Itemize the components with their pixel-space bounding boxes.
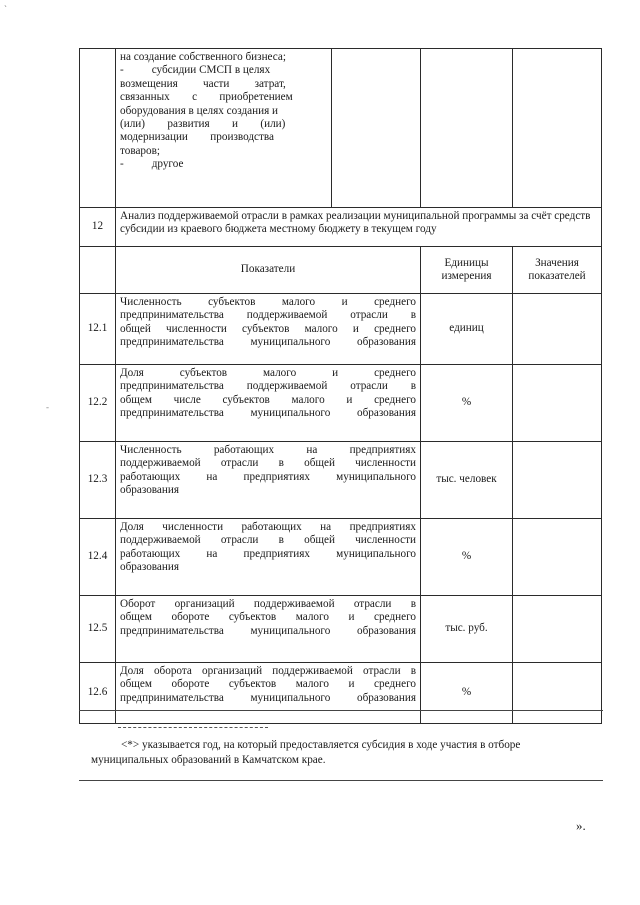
row-indicator xyxy=(116,294,421,365)
row-value xyxy=(513,596,602,663)
row-number: 12.2 xyxy=(80,365,116,442)
row-number: 12.5 xyxy=(80,596,116,663)
indicator-line: предпринимательства муниципального образования xyxy=(120,407,416,420)
indicator-line: Доля оборота организаций поддерживаемой отрасли в xyxy=(120,665,416,677)
header-number-cell xyxy=(80,247,116,294)
row-value xyxy=(513,519,602,596)
row-number: 12.3 xyxy=(80,442,116,519)
continuation-text-cell xyxy=(116,49,421,208)
continuation-number-cell xyxy=(80,49,116,208)
footnote-line-2: муниципальных образований в Камчатском крае. xyxy=(91,754,326,766)
row-indicator xyxy=(116,519,421,596)
continuation-text xyxy=(116,49,332,207)
row-value xyxy=(513,365,602,442)
indicator-line: предпринимательства муниципального образования xyxy=(120,691,416,704)
row-number: 12.1 xyxy=(80,294,116,365)
table-row xyxy=(80,519,602,596)
section-12-title: Анализ поддерживаемой отрасли в рамках реализации муниципальной программы за счёт средств субсидии из краевого бюджета местному бюджету в текущем году xyxy=(116,208,602,247)
closing-quote: ». xyxy=(576,818,586,833)
continuation-line: товаров; xyxy=(120,144,161,157)
continuation-line: - субсидии СМСП в целях xyxy=(120,64,271,77)
row-number: 12.6 xyxy=(80,663,116,724)
header-row xyxy=(80,247,602,294)
section-12-number: 12 xyxy=(80,208,116,247)
indicator-line: Доля субъектов малого и среднего xyxy=(120,367,416,379)
indicator-line: образования xyxy=(120,484,180,497)
table-row xyxy=(80,294,602,365)
footnote xyxy=(91,738,603,768)
table-bottom-divider xyxy=(79,710,603,711)
row-unit: тыс. человек xyxy=(421,442,513,519)
continuation-line: возмещения части затрат, xyxy=(120,77,286,90)
row-indicator xyxy=(116,442,421,519)
indicator-line: образования xyxy=(120,561,180,574)
row-unit: % xyxy=(421,365,513,442)
indicator-line: предпринимательства муниципального образования xyxy=(120,336,416,349)
footnote-divider xyxy=(79,780,603,781)
header-values: Значения показателей xyxy=(513,247,602,294)
indicator-line: Численность субъектов малого и среднего xyxy=(120,296,416,308)
row-value xyxy=(513,442,602,519)
indicator-line: общем обороте субъектов малого и среднего xyxy=(120,678,416,691)
table-row xyxy=(80,596,602,663)
header-units: Единицы измерения xyxy=(421,247,513,294)
continuation-line: связанных с приобретением xyxy=(120,91,293,104)
continuation-unit-cell xyxy=(421,49,513,208)
indicator-line: общем числе субъектов малого и среднего xyxy=(120,393,416,406)
footnote-separator xyxy=(118,727,268,728)
continuation-row xyxy=(80,49,602,208)
continuation-line: модернизации производства xyxy=(120,131,275,144)
indicator-line: предпринимательства поддерживаемой отрасли в xyxy=(120,309,416,322)
row-unit: тыс. руб. xyxy=(421,596,513,663)
continuation-line: (или) развития и (или) xyxy=(120,118,286,131)
indicator-line: общей численности субъектов малого и среднего xyxy=(120,322,416,335)
indicator-line: Оборот организаций поддерживаемой отрасли в xyxy=(120,598,416,610)
row-value xyxy=(513,294,602,365)
continuation-line: оборудования в целях создания и xyxy=(120,104,279,117)
indicator-line: Доля численности работающих на предприятиях xyxy=(120,521,416,533)
continuation-value-cell xyxy=(513,49,602,208)
row-unit: % xyxy=(421,663,513,724)
continuation-line: - другое xyxy=(120,158,184,171)
row-number: 12.4 xyxy=(80,519,116,596)
table-row xyxy=(80,442,602,519)
row-indicator xyxy=(116,663,421,724)
indicator-line: работающих на предприятиях муниципального xyxy=(120,470,416,483)
indicator-line: поддерживаемой отрасли в общей численности xyxy=(120,534,416,547)
indicators-table xyxy=(79,48,602,724)
indicator-line: общем обороте субъектов малого и среднего xyxy=(120,611,416,624)
row-value xyxy=(513,663,602,724)
footnote-line-1: <*> указывается год, на который предоставляется субсидия в ходе участия в отборе xyxy=(121,739,521,751)
row-indicator xyxy=(116,596,421,663)
table-row xyxy=(80,365,602,442)
indicator-line: работающих на предприятиях муниципального xyxy=(120,547,416,560)
indicator-line: поддерживаемой отрасли в общей численности xyxy=(120,457,416,470)
indicator-line: Численность работающих на предприятиях xyxy=(120,444,416,456)
section-12-row xyxy=(80,208,602,247)
indicator-line: предпринимательства муниципального образования xyxy=(120,624,416,637)
indicator-line: предпринимательства поддерживаемой отрасли в xyxy=(120,380,416,393)
margin-mark: - xyxy=(46,402,49,412)
continuation-line: на создание собственного бизнеса; xyxy=(120,51,286,63)
header-indicators: Показатели xyxy=(116,247,421,294)
table-row xyxy=(80,663,602,724)
row-indicator xyxy=(116,365,421,442)
row-unit: % xyxy=(421,519,513,596)
row-unit: единиц xyxy=(421,294,513,365)
corner-mark: ` xyxy=(4,4,7,14)
